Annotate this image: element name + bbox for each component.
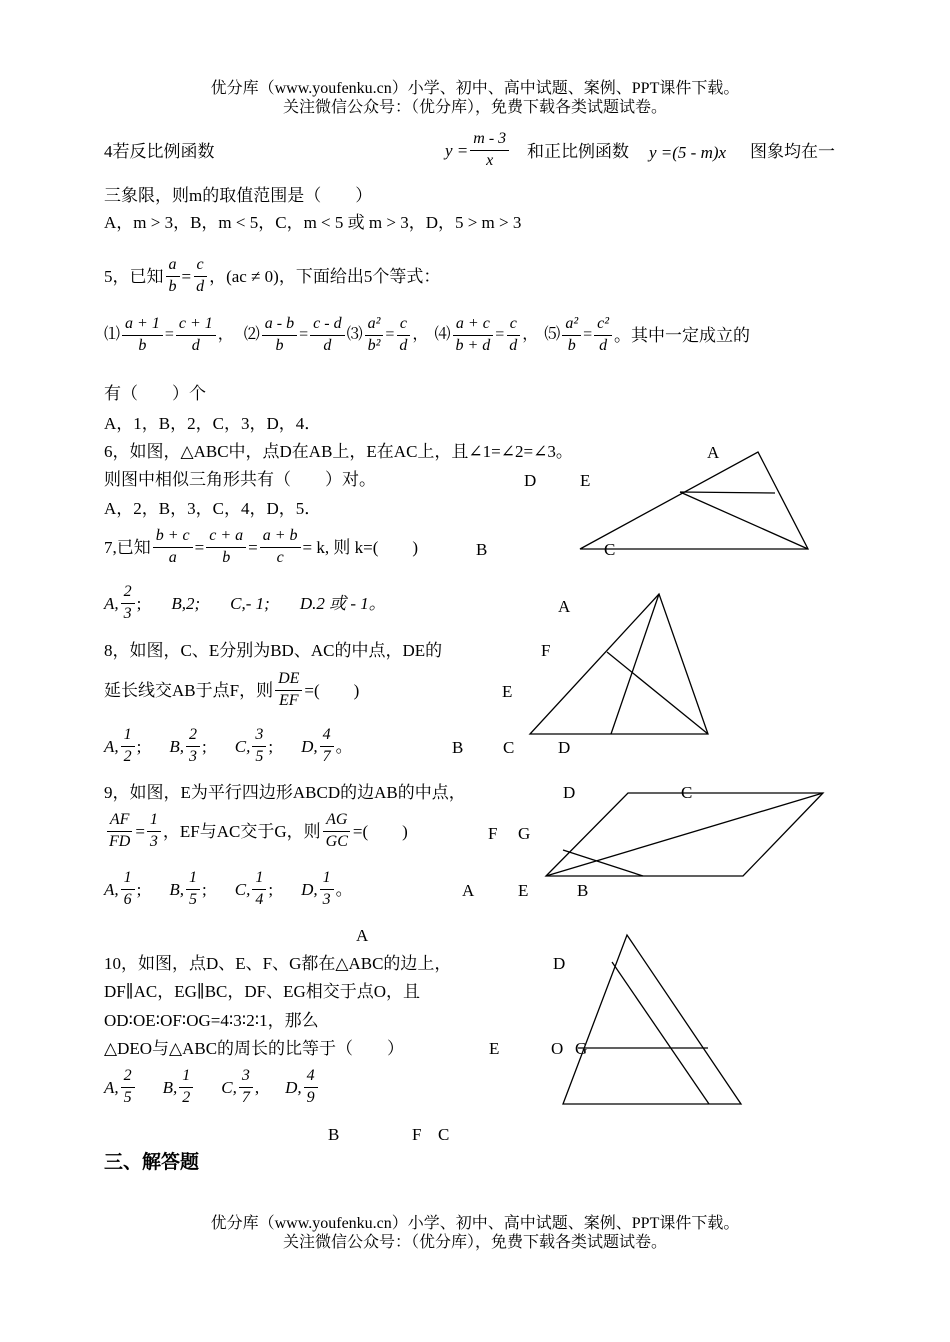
q6-options: A，2，B，3，C，4，D，5． xyxy=(104,499,322,518)
q5-eq1-ln: a + 1 xyxy=(122,316,163,336)
section-3-title: 三、解答题 xyxy=(104,1151,200,1173)
q9-label-e: E xyxy=(518,881,529,900)
q8-segment-fd xyxy=(607,652,708,734)
q8-d-den: 7 xyxy=(322,747,331,765)
q5-eq4-rd: d xyxy=(509,336,518,354)
q8-options: A, $\frac{1}{2}$ ; B, $\frac{2}{3}$ ; C, $\frac{3}{5}$ ; D, $\frac{4}{7}$ 。 xyxy=(104,726,353,765)
q5-eq1-rd: d xyxy=(191,336,200,354)
q5-eq4-ln: a + c xyxy=(453,316,493,336)
q9-tail: =( ) xyxy=(352,821,408,841)
q8-b-num: 2 xyxy=(186,727,200,747)
q10-b-num: 1 xyxy=(179,1068,193,1088)
q6-label-a: A xyxy=(707,443,720,462)
q10-options: A, $\frac{2}{5}$ B, $\frac{1}{2}$ C, $\frac{3}{7}$ , D, $\frac{4}{9}$ xyxy=(104,1068,320,1107)
q7-f2-den: b xyxy=(222,548,231,566)
q10-c-num: 3 xyxy=(239,1068,253,1088)
q8-a-frac xyxy=(121,727,135,766)
q9-b-den: 5 xyxy=(189,890,198,908)
q9-d-frac xyxy=(320,870,334,909)
q7-option-c: C,- 1; xyxy=(230,593,270,613)
q10-label-o: O xyxy=(551,1039,564,1058)
q9-option-d: D, xyxy=(301,879,318,899)
q8-line-2b: =( ) xyxy=(304,680,360,700)
q5-eq3-ln: a² xyxy=(365,316,384,336)
q5-eq4-tag: ⑷ xyxy=(434,326,451,344)
q10-option-d: D, xyxy=(285,1077,302,1097)
q9-ag-gc-frac xyxy=(323,812,351,851)
header-line-1: 优分库（www.youfenku.cn）小学、初中、高中试题、案例、PPT课件下载。 xyxy=(210,80,740,97)
q5-given-d: d xyxy=(196,277,205,295)
q5-eq3-ld: b² xyxy=(367,336,381,354)
q6-line-1: 6，如图，△ABC中，点D在AB上，E在AC上，且∠1=∠2=∠3。 xyxy=(104,442,573,461)
q5-line-3: 有（ ）个 xyxy=(104,384,206,403)
q5-eq2-ln: a - b xyxy=(262,316,297,336)
q4-formula-2: y =(5 - m)x xyxy=(649,143,727,162)
q8-option-a: A, xyxy=(104,736,119,756)
q9-c-frac xyxy=(252,870,266,909)
q9-c-num: 1 xyxy=(252,870,266,890)
q5-eq1-rn: c + 1 xyxy=(176,316,216,336)
q7-line-1: 7,已知 $\frac{b + c}{a}$ = $\frac{c + a}{b}$ = $\frac{a + b}{c}$ = k, 则 k=( ) xyxy=(104,527,419,566)
q5-eq2-ld: b xyxy=(275,336,284,354)
q7-frac-3 xyxy=(260,528,301,567)
q8-b-den: 3 xyxy=(189,747,198,765)
q7-f3-num: a + b xyxy=(260,528,301,548)
q8-ratio-num: DE xyxy=(275,671,302,691)
q5-eq4-rn: c xyxy=(507,316,520,336)
q9-b-frac xyxy=(186,870,200,909)
q9-label-d: D xyxy=(563,783,576,802)
q8-label-c: C xyxy=(503,738,515,757)
q7-option-b: B,2; xyxy=(171,593,201,613)
footer-line-1: 优分库（www.youfenku.cn）小学、初中、高中试题、案例、PPT课件下载。 xyxy=(210,1215,740,1232)
q7-f2-num: c + a xyxy=(206,528,246,548)
q5-equations: ⑴ $\frac{a + 1}{b}$ = $\frac{c + 1}{d}$ ， ⑵ $\frac{a - b}{b}$ = $\frac{c - d}{d}$ ⑶ $\frac{\text{a²}}{\text{b²}}$ = $\frac{c}{d}$ ， ⑷ $\frac{a + c}{b + d}$ = $\frac{c}{d}$ ， ⑸ $\frac{\text{a²}}{b}$ = $\frac{\text{c²}}{d}$ 。其中一定成立的 xyxy=(104,315,751,354)
q9-f3-num: AG xyxy=(323,812,350,832)
q9-f1-num: AF xyxy=(107,812,133,832)
q10-option-b: B, xyxy=(162,1077,178,1097)
q10-label-g: G xyxy=(575,1039,588,1058)
q7-option-a: A, xyxy=(104,593,119,613)
header-line-2: 关注微信公众号：（优分库），免费下载各类试题试卷。 xyxy=(282,99,667,116)
q10-label-d: D xyxy=(553,954,566,973)
q7-frac-2 xyxy=(206,528,246,567)
q9-af-fd-frac xyxy=(106,812,133,851)
q9-label-b: B xyxy=(577,881,589,900)
q7-option-a-frac xyxy=(121,584,135,623)
q9-line-1: 9，如图，E为平行四边形ABCD的边AB的中点， xyxy=(104,783,466,802)
q9-a-den: 6 xyxy=(123,890,132,908)
q10-b-den: 2 xyxy=(182,1088,191,1106)
q4-tail: 图象均在一 xyxy=(750,142,835,161)
q10-a-frac xyxy=(121,1068,135,1107)
q5-options: A，1，B，2，C，3，D，4． xyxy=(104,414,322,433)
q10-label-f: F xyxy=(412,1125,422,1144)
q10-b-frac xyxy=(179,1068,193,1107)
q6-label-c: C xyxy=(604,540,616,559)
q7-frac-1 xyxy=(153,528,193,567)
q9-line-2 xyxy=(104,812,408,851)
q10-d-num: 4 xyxy=(304,1068,318,1088)
q10-option-c: C, xyxy=(221,1077,237,1097)
q9-c-den: 4 xyxy=(255,890,264,908)
q8-option-b: B, xyxy=(169,736,185,756)
q5-eq5-tag: ⑸ xyxy=(544,326,561,344)
q10-label-b: B xyxy=(328,1125,340,1144)
q5-eq3-rd: d xyxy=(399,336,408,354)
q4-f1-lhs: y = xyxy=(445,140,469,160)
q7-intro: 7,已知 xyxy=(104,537,151,557)
q5-eq5-rn: c² xyxy=(594,316,612,336)
q7-option-d: D.2 或 - 1。 xyxy=(299,593,386,613)
q10-a-den: 5 xyxy=(123,1088,132,1106)
q10-line-1: 10，如图，点D、E、F、G都在△ABC的边上， xyxy=(104,954,452,973)
q10-label-c: C xyxy=(438,1125,450,1144)
q8-label-b: B xyxy=(452,738,464,757)
q9-a-num: 1 xyxy=(121,870,135,890)
q6-line-2: 则图中相似三角形共有（ ）对。 xyxy=(104,470,376,489)
q4-f1-den: x xyxy=(486,151,494,169)
q5-eq5-ln: a² xyxy=(562,316,581,336)
q6-segment-de xyxy=(680,492,775,493)
q5-eq1-ld: b xyxy=(138,336,147,354)
q4-f1-num: m - 3 xyxy=(470,131,509,151)
q5-eq3-rn: c xyxy=(397,316,410,336)
q7-a-num: 2 xyxy=(121,584,135,604)
q5-condition: ，(ac ≠ 0)，下面给出5个等式： xyxy=(209,266,441,286)
q5-given-b: b xyxy=(168,277,177,295)
q8-option-c: C, xyxy=(234,736,251,756)
q10-option-a: A, xyxy=(104,1077,119,1097)
q9-segment-fe xyxy=(563,850,643,876)
q9-end: 。 xyxy=(335,879,353,899)
q4-line-2: 三象限，则m的取值范围是（ ） xyxy=(104,186,373,205)
q9-label-a: A xyxy=(462,881,475,900)
q8-label-f: F xyxy=(541,641,551,660)
q9-d-num: 1 xyxy=(320,870,334,890)
q9-label-g: G xyxy=(518,824,531,843)
q9-option-a: A, xyxy=(104,879,119,899)
q10-label-e: E xyxy=(489,1039,500,1058)
q5-eq5-ld: b xyxy=(567,336,576,354)
q4-intro: 4若反比例函数 xyxy=(104,142,215,161)
q10-d-frac xyxy=(304,1068,318,1107)
q8-b-frac xyxy=(186,727,200,766)
q5-given-c: c xyxy=(194,257,207,277)
q6-label-e: E xyxy=(580,471,591,490)
q10-c-den: 7 xyxy=(241,1088,250,1106)
q9-label-c: C xyxy=(681,783,693,802)
q8-a-num: 1 xyxy=(121,727,135,747)
q6-label-b: B xyxy=(476,540,488,559)
q5-given-a: a xyxy=(166,257,180,277)
q8-c-frac xyxy=(252,727,266,766)
q8-label-e: E xyxy=(502,682,513,701)
q9-f1-den: FD xyxy=(109,832,131,850)
q9-option-b: B, xyxy=(169,879,185,899)
q7-tail: = k, 则 k=( ) xyxy=(302,537,419,557)
q5-intro: 5，已知 xyxy=(104,266,164,286)
q9-d-den: 3 xyxy=(322,890,331,908)
q9-options: A, $\frac{1}{6}$ ; B, $\frac{1}{5}$ ; C, $\frac{1}{4}$ ; D, $\frac{1}{3}$ 。 xyxy=(104,869,353,908)
q8-line-1: 8，如图，C、E分别为BD、AC的中点，DE的 xyxy=(104,641,443,660)
q8-a-den: 2 xyxy=(123,747,132,765)
q7-f1-num: b + c xyxy=(153,528,193,548)
q8-line-2a: 延长线交AB于点F，则 xyxy=(104,680,274,700)
q8-label-d: D xyxy=(558,738,571,757)
q10-a-num: 2 xyxy=(121,1068,135,1088)
q8-ratio-frac xyxy=(275,671,302,710)
q10-label-a: A xyxy=(356,926,369,945)
q6-segment-dc xyxy=(680,492,808,549)
q7-options: A, $\frac{2}{3}$ ; B,2; C,- 1; D.2 或 - 1。 xyxy=(104,583,386,622)
q9-f2-den: 3 xyxy=(149,832,158,850)
q5-eq2-rn: c - d xyxy=(310,316,344,336)
q8-label-a: A xyxy=(558,597,571,616)
q10-line-3: OD∶OE∶OF∶OG=4∶3∶2∶1，那么 xyxy=(104,1011,319,1030)
q8-d-num: 4 xyxy=(320,727,334,747)
q9-mid: ，EF与AC交于G，则 xyxy=(162,821,321,841)
footer-line-2: 关注微信公众号：（优分库），免费下载各类试题试卷。 xyxy=(282,1234,667,1251)
q10-segment-df xyxy=(612,962,709,1104)
q9-f3-den: GC xyxy=(325,832,348,850)
q5-eq5-rd: d xyxy=(599,336,608,354)
q5-tail: 。其中一定成立的 xyxy=(614,325,751,345)
q5-eq1-tag: ⑴ xyxy=(104,326,121,344)
q5-eq2-tag: ⑵ xyxy=(243,326,260,344)
q9-f2-num: 1 xyxy=(147,812,161,832)
q8-c-num: 3 xyxy=(252,727,266,747)
q9-b-num: 1 xyxy=(186,870,200,890)
q10-line-4: △DEO与△ABC的周长的比等于（ ） xyxy=(104,1039,405,1058)
q8-ratio-den: EF xyxy=(278,691,299,709)
q4-options: A，m > 3，B，m < 5，C，m < 5 或 m > 3，D，5 > m > 3 xyxy=(104,213,522,232)
q6-label-d: D xyxy=(524,471,537,490)
q9-eq: = xyxy=(135,821,145,841)
q8-d-frac xyxy=(320,727,334,766)
q7-f1-den: a xyxy=(168,548,177,566)
q8-end: 。 xyxy=(335,736,353,756)
q8-line-2 xyxy=(104,671,359,710)
q9-label-f: F xyxy=(488,824,498,843)
q7-a-den: 3 xyxy=(123,604,132,622)
q7-f3-den: c xyxy=(276,548,284,566)
q5-eq2-rd: d xyxy=(323,336,332,354)
q9-a-frac xyxy=(121,870,135,909)
q5-eq3-tag: ⑶ xyxy=(346,326,363,344)
q8-median-line xyxy=(611,594,659,734)
q10-line-2: DF∥AC，EG∥BC，DF、EG相交于点O，且 xyxy=(104,982,421,1001)
q8-option-d: D, xyxy=(301,736,318,756)
q5-eq4-ld: b + d xyxy=(455,336,491,354)
q9-one-third-frac xyxy=(147,812,161,851)
q5-line-1: 5，已知 $\frac{a}{b}$ = $\frac{c}{d}$ ，(ac ≠ 0)，下面给出5个等式： xyxy=(104,256,441,295)
q4-mid: 和正比例函数 xyxy=(527,142,629,161)
q9-option-c: C, xyxy=(234,879,251,899)
q8-c-den: 5 xyxy=(255,747,264,765)
q10-c-frac xyxy=(239,1068,253,1107)
q10-d-den: 9 xyxy=(306,1088,315,1106)
